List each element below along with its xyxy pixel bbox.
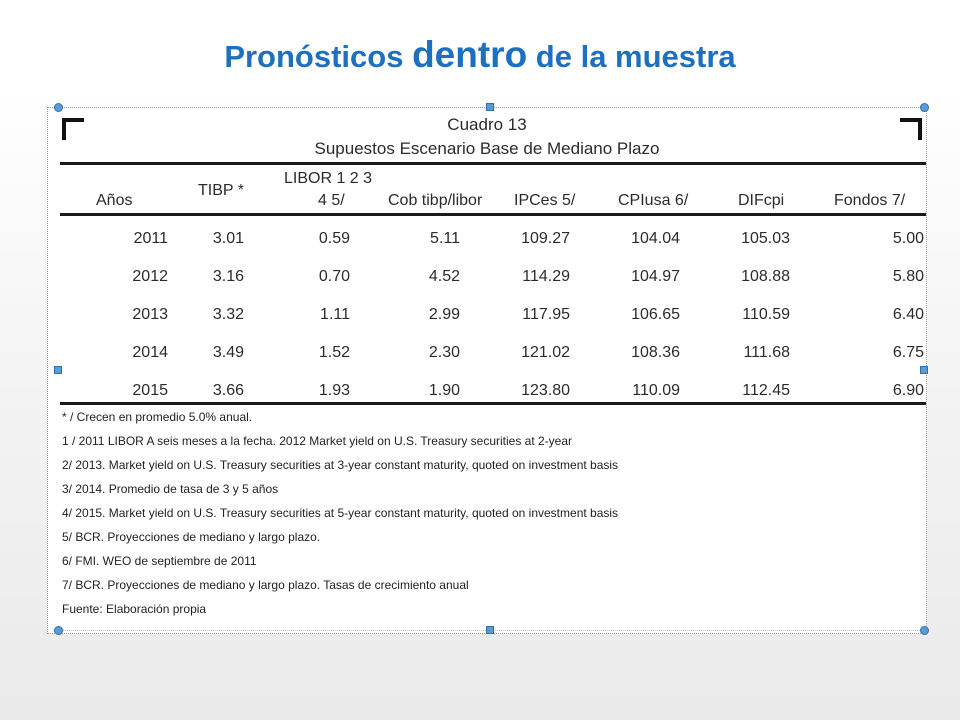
slide-title bbox=[0, 34, 960, 76]
resize-handle-right[interactable] bbox=[920, 366, 928, 374]
cell-libor: 0.59 bbox=[318, 230, 350, 247]
cell-libor: 1.52 bbox=[318, 344, 350, 361]
cell-difcpi: 105.03 bbox=[741, 230, 790, 247]
resize-handle-top-right[interactable] bbox=[920, 103, 929, 112]
note-line: 2/ 2013. Market yield on U.S. Treasury securities at 3-year constant maturity, quoted on investment basis bbox=[62, 458, 619, 472]
title-part-3: de la muestra bbox=[527, 39, 736, 74]
cell-fondos: 5.00 bbox=[892, 230, 924, 247]
table-rule-header bbox=[60, 213, 926, 216]
note-line: 1 / 2011 LIBOR A seis meses a la fecha. 2012 Market yield on U.S. Treasury securities at 2-year bbox=[62, 434, 573, 448]
cell-tibp: 3.16 bbox=[212, 268, 244, 285]
note-line: 4/ 2015. Market yield on U.S. Treasury securities at 5-year constant maturity, quoted on investment basis bbox=[62, 506, 619, 520]
note-line: 6/ FMI. WEO de septiembre de 2011 bbox=[62, 554, 257, 568]
resize-handle-top-left[interactable] bbox=[54, 103, 63, 112]
table-title-line-2: Supuestos Escenario Base de Mediano Plazo bbox=[314, 139, 660, 158]
cell-cob: 2.99 bbox=[428, 306, 460, 323]
cell-libor: 0.70 bbox=[318, 268, 350, 285]
cell-year: 2011 bbox=[133, 230, 168, 247]
cell-fondos: 6.75 bbox=[892, 344, 924, 361]
cell-cob: 4.52 bbox=[428, 268, 460, 285]
note-line: * / Crecen en promedio 5.0% anual. bbox=[62, 410, 253, 424]
header-libor-line-2: 4 5/ bbox=[318, 192, 345, 209]
cell-cpiusa: 110.09 bbox=[632, 382, 680, 399]
cell-tibp: 3.66 bbox=[212, 382, 244, 399]
note-line: Fuente: Elaboración propia bbox=[62, 602, 207, 616]
cell-tibp: 3.01 bbox=[212, 230, 244, 247]
header-anos: Años bbox=[96, 192, 133, 209]
header-cob: Cob tibp/libor bbox=[388, 192, 483, 209]
cell-ipces: 109.27 bbox=[521, 230, 570, 247]
table-rule-bottom bbox=[60, 402, 926, 405]
cell-cpiusa: 106.65 bbox=[631, 306, 680, 323]
cell-year: 2012 bbox=[132, 268, 168, 285]
cell-tibp: 3.49 bbox=[212, 344, 244, 361]
resize-handle-top[interactable] bbox=[486, 103, 494, 111]
header-ipces: IPCes 5/ bbox=[514, 192, 576, 209]
selected-table-image[interactable] bbox=[47, 107, 927, 634]
note-line: 5/ BCR. Proyecciones de mediano y largo plazo. bbox=[62, 530, 321, 544]
cell-difcpi: 108.88 bbox=[741, 268, 790, 285]
cell-ipces: 117.95 bbox=[522, 306, 570, 323]
cell-cob: 2.30 bbox=[428, 344, 460, 361]
cell-cpiusa: 104.97 bbox=[631, 268, 680, 285]
cell-difcpi: 110.59 bbox=[742, 306, 790, 323]
cell-cpiusa: 104.04 bbox=[631, 230, 680, 247]
cell-year: 2013 bbox=[132, 306, 168, 323]
cell-cob: 5.11 bbox=[430, 230, 460, 247]
cell-libor: 1.93 bbox=[318, 382, 350, 399]
cell-year: 2014 bbox=[132, 344, 168, 361]
cell-cob: 1.90 bbox=[428, 382, 460, 399]
cell-libor: 1.11 bbox=[320, 306, 350, 323]
header-difcpi: DIFcpi bbox=[738, 192, 785, 209]
cell-fondos: 5.80 bbox=[892, 268, 924, 285]
cell-fondos: 6.40 bbox=[892, 306, 924, 323]
header-libor-line-1: LIBOR 1 2 3 bbox=[284, 170, 373, 187]
table-title-line-1: Cuadro 13 bbox=[447, 115, 527, 134]
header-fondos: Fondos 7/ bbox=[834, 192, 906, 209]
cell-ipces: 121.02 bbox=[521, 344, 570, 361]
cell-tibp: 3.32 bbox=[212, 306, 244, 323]
title-part-1: Pronósticos bbox=[224, 39, 413, 74]
cell-year: 2015 bbox=[132, 382, 168, 399]
cell-ipces: 123.80 bbox=[521, 382, 570, 399]
cell-difcpi: 112.45 bbox=[742, 382, 790, 399]
cell-cpiusa: 108.36 bbox=[631, 344, 680, 361]
header-tibp: TIBP * bbox=[198, 182, 244, 199]
resize-handle-bottom-right[interactable] bbox=[920, 626, 929, 635]
cell-ipces: 114.29 bbox=[522, 268, 570, 285]
title-part-2: dentro bbox=[412, 34, 528, 75]
cell-difcpi: 111.68 bbox=[743, 344, 790, 361]
resize-handle-left[interactable] bbox=[54, 366, 62, 374]
resize-handle-bottom[interactable] bbox=[486, 626, 494, 634]
header-cpiusa: CPIusa 6/ bbox=[618, 192, 689, 209]
cell-fondos: 6.90 bbox=[892, 382, 924, 399]
table-rule-top bbox=[60, 162, 926, 165]
resize-handle-bottom-left[interactable] bbox=[54, 626, 63, 635]
note-line: 7/ BCR. Proyecciones de mediano y largo plazo. Tasas de crecimiento anual bbox=[62, 578, 469, 592]
note-line: 3/ 2014. Promedio de tasa de 3 y 5 años bbox=[62, 482, 279, 496]
